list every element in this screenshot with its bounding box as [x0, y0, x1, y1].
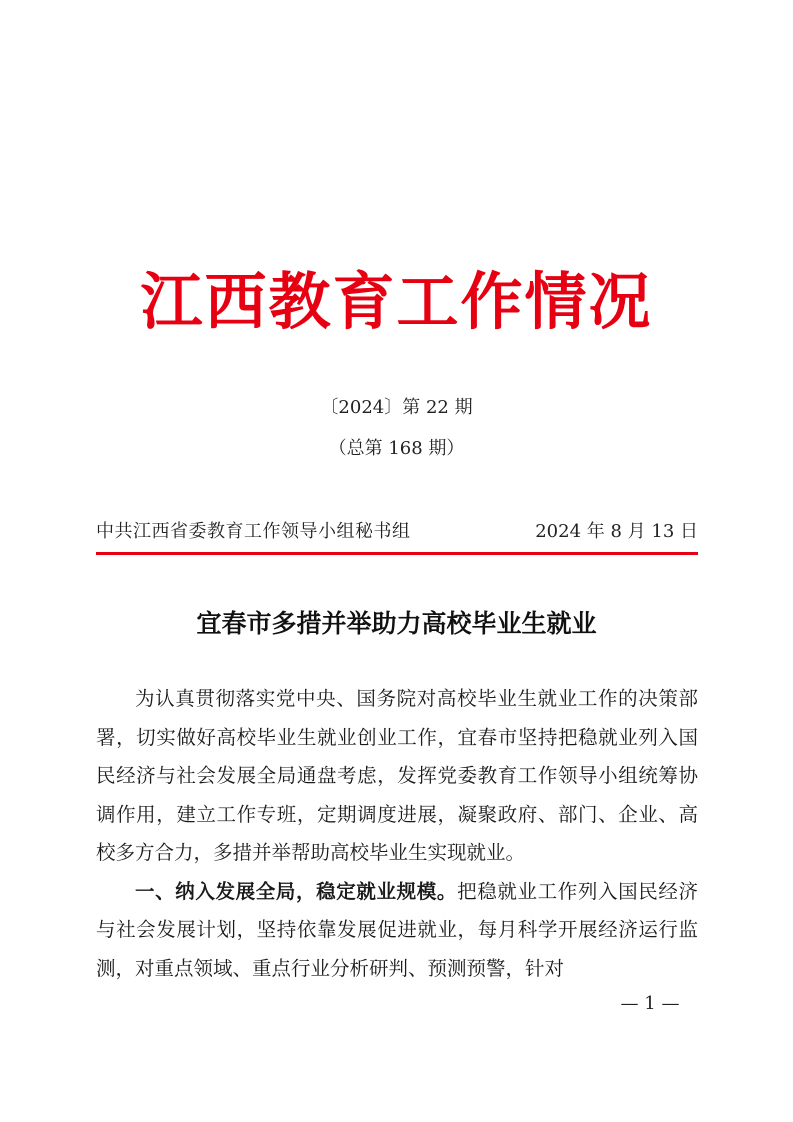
red-divider-rule [96, 552, 698, 555]
section-text: 把稳就业工作列入国民经济与社会发展计划，坚持依靠发展促进就业，每月科学开展经济运行监测，对重点领域、重点行业分析研判、预测预警，针对 [96, 879, 698, 980]
publication-date: 2024 年 8 月 13 日 [535, 521, 698, 542]
issue-number: 〔2024〕第 22 期 [320, 397, 473, 418]
section-heading: 一、纳入发展全局，稳定就业规模。 [135, 879, 458, 903]
publisher-row [96, 518, 698, 546]
paragraph-section-1 [96, 873, 698, 989]
article-body [96, 680, 698, 988]
article-title: 宜春市多措并举助力高校毕业生就业 [196, 609, 597, 638]
publisher-name: 中共江西省委教育工作领导小组秘书组 [96, 521, 411, 542]
masthead-title: 江西教育工作情况 [140, 265, 653, 338]
issue-total-number: （总第 168 期） [328, 438, 465, 459]
page-number: — 1 — [620, 993, 680, 1014]
paragraph-intro: 为认真贯彻落实党中央、国务院对高校毕业生就业工作的决策部署，切实做好高校毕业生就业创业工作，宜春市坚持把稳就业列入国民经济与社会发展全局通盘考虑，发挥党委教育工作领导小组统筹协调作用，建立工作专班，定期调度进展，凝聚政府、部门、企业、高校多方合力，多措并举帮助高校毕业生实现就业。 [96, 687, 698, 864]
